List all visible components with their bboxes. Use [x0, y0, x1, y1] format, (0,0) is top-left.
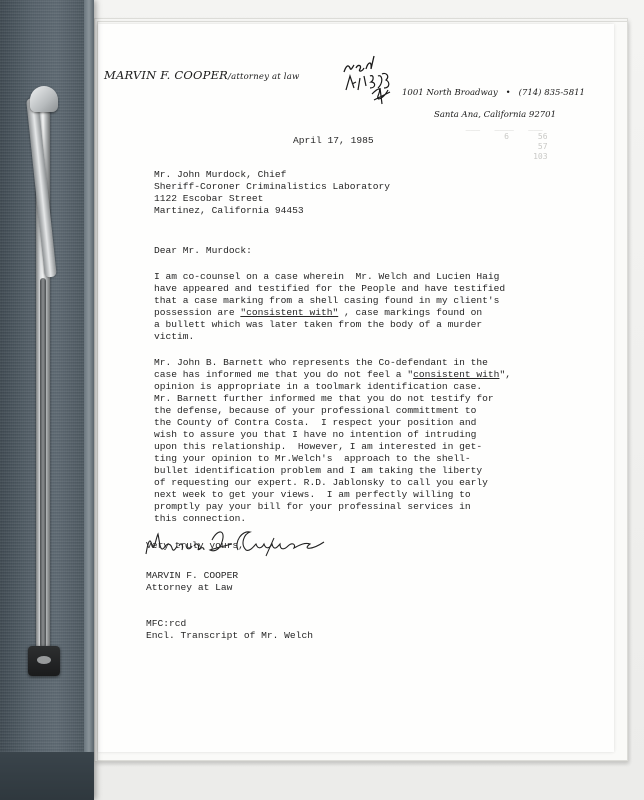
paragraph2-line: upon this relationship. However, I am interested in get- [154, 441, 483, 452]
recipient-line: Martinez, California 94453 [154, 205, 304, 216]
underlined-phrase: consistent with [413, 369, 500, 380]
letter-date: April 17, 1985 [293, 135, 374, 146]
paragraph2-line: bullet identification problem and I am taking the liberty [154, 465, 483, 476]
bleed-through-text: ___ ____ ___ 6 56 57 103 [465, 122, 548, 161]
binder-spine-bottom [0, 752, 94, 800]
paragraph2-line: next week to get your views. I am perfectly willing to [154, 489, 471, 500]
letterhead-subtitle: /attorney at law [228, 72, 300, 82]
paragraph2-line: of requesting our expert. R.D. Jablonsky to call you early [154, 477, 488, 488]
letter-page [98, 24, 614, 752]
letter-body [98, 24, 614, 752]
recipient-line: Mr. John Murdock, Chief [154, 169, 287, 180]
underlined-phrase: "consistent with" [240, 307, 339, 318]
fastener-bottom-cap [28, 646, 60, 676]
binder-spine-edge [84, 0, 94, 800]
handwritten-signature [142, 520, 332, 560]
paragraph1-line: I am co-counsel on a case wherein Mr. Welch and Lucien Haig [154, 271, 500, 282]
paragraph1-line: have appeared and testified for the People and have testified [154, 283, 506, 294]
paragraph2-line: the defense, because of your professional committment to [154, 405, 477, 416]
paragraph2-line: ting your opinion to Mr.Welch's approach to the shell- [154, 453, 471, 464]
paragraph2-line: Mr. John B. Barnett who represents the Co-defendant in the [154, 357, 488, 368]
paragraph2-line: promptly pay your bill for your professinal services in [154, 501, 471, 512]
recipient-line: 1122 Escobar Street [154, 193, 264, 204]
recipient-line: Sheriff-Coroner Criminalistics Laboratory [154, 181, 391, 192]
paragraph2-line: wish to assure you that I have no intention of intruding [154, 429, 477, 440]
fastener-slot [40, 278, 46, 648]
paragraph1-line: possession are "consistent with" , case markings found on [154, 307, 483, 318]
paragraph1-line: that a case marking from a shell casing found in my client's [154, 295, 500, 306]
paragraph2-line: the County of Contra Costa. I respect your position and [154, 417, 477, 428]
initials: MFC:rcd [146, 618, 187, 629]
paragraph2-line: opinion is appropriate in a toolmark identification case. [154, 381, 483, 392]
salutation: Dear Mr. Murdock: [154, 245, 252, 256]
letterhead-phone: (714) 835-5811 [518, 88, 585, 98]
metal-fastener [22, 78, 66, 678]
paragraph2-line: Mr. Barnett further informed me that you do not testify for [154, 393, 494, 404]
paragraph1-line: victim. [154, 331, 195, 342]
paragraph1-line: a bullett which was later taken from the body of a murder [154, 319, 483, 330]
letterhead-address: 1001 North Broadway • (714) 835-5811 [402, 88, 585, 98]
signer-title: Attorney at Law [146, 582, 233, 593]
closing: Very truly yours, [146, 540, 244, 551]
enclosure: Encl. Transcript of Mr. Welch [146, 630, 313, 641]
paragraph2-line: case has informed me that you do not feel a "consistent with", [154, 369, 511, 380]
signer-name: MARVIN F. COOPER [146, 570, 239, 581]
letterhead-city: Santa Ana, California 92701 [434, 110, 556, 120]
letterhead-name: MARVIN F. COOPER/attorney at law [104, 68, 300, 82]
paragraph2-line: this connection. [154, 513, 247, 524]
fastener-top-cap [30, 86, 58, 112]
letterhead-street: 1001 North Broadway [402, 88, 498, 98]
